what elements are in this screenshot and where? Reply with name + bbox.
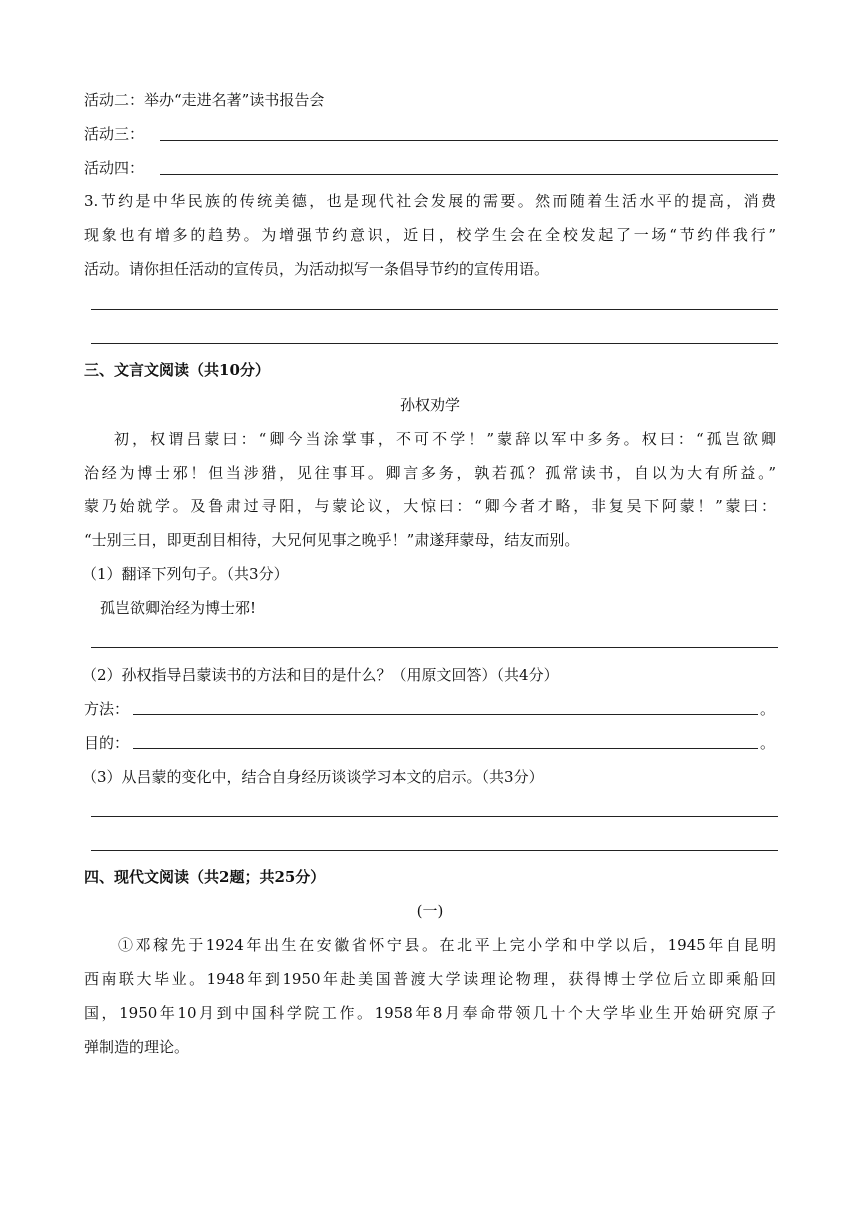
activity-three-answer-line[interactable] (160, 140, 778, 141)
sub-question-2: （2）孙权指导吕蒙读书的方法和目的是什么？（用原文回答）（共4分） (82, 666, 559, 684)
section-four-heading: 四、现代文阅读（共2题；共25分） (84, 868, 326, 886)
modern-passage-line-3: 国，1950年10月到中国科学院工作。1958年8月奉命带领几十个大学毕业生开始研究原子 (84, 1004, 776, 1022)
section-three-heading: 三、文言文阅读（共10分） (84, 361, 270, 379)
passage-title: 孙权劝学 (399, 396, 460, 414)
sub-question-3-answer-line-1[interactable] (91, 816, 778, 817)
sub-question-3: （3）从吕蒙的变化中，结合自身经历谈谈学习本文的启示。（共3分） (82, 768, 544, 786)
purpose-answer-line[interactable] (133, 748, 758, 749)
purpose-label: 目的： (84, 734, 130, 752)
modern-passage-line-2: 西南联大毕业。1948年到1950年赴美国普渡大学读理论物理，获得博士学位后立即乘船回 (84, 970, 776, 988)
activity-two: 活动二：举办“走进名著”读书报告会 (84, 91, 325, 109)
q3-line-2: 现象也有增多的趋势。为增强节约意识，近日，校学生会在全校发起了一场“节约伴我行” (84, 226, 776, 244)
activity-three-label: 活动三： (84, 125, 145, 143)
q3-answer-line-2[interactable] (91, 343, 778, 344)
sub-question-1-sentence: 孤岂欲卿治经为博士邪! (100, 599, 257, 617)
passage-line-3: 蒙乃始就学。及鲁肃过寻阳，与蒙论议，大惊曰：“卿今者才略，非复吴下阿蒙！”蒙曰： (84, 497, 776, 515)
modern-passage-line-1: ①邓稼先于1924年出生在安徽省怀宁县。在北平上完小学和中学以后，1945年自昆明 (118, 936, 776, 954)
passage-line-2: 治经为博士邪！但当涉猎，见往事耳。卿言多务，孰若孤？孤常读书，自以为大有所益。” (84, 464, 776, 482)
purpose-period: 。 (760, 734, 776, 752)
method-answer-line[interactable] (133, 714, 758, 715)
sub-question-1: （1）翻译下列句子。（共3分） (82, 565, 289, 583)
q3-line-1: 3.节约是中华民族的传统美德，也是现代社会发展的需要。然而随着生活水平的提高，消费 (84, 192, 776, 210)
activity-four-answer-line[interactable] (160, 174, 778, 175)
method-period: 。 (760, 700, 776, 718)
sub-question-1-answer-line[interactable] (91, 647, 778, 648)
passage-line-4: “士别三日，即更刮目相待，大兄何见事之晚乎！”肃遂拜蒙母，结友而别。 (84, 531, 580, 549)
activity-four-label: 活动四： (84, 159, 145, 177)
q3-line-3: 活动。请你担任活动的宣传员，为活动拟写一条倡导节约的宣传用语。 (84, 260, 550, 278)
method-label: 方法： (84, 700, 130, 718)
modern-passage-line-4: 弹制造的理论。 (84, 1038, 190, 1056)
sub-question-3-answer-line-2[interactable] (91, 850, 778, 851)
part-one-label: (一) (416, 902, 444, 920)
passage-line-1: 初，权谓吕蒙曰：“卿今当涂掌事，不可不学！”蒙辞以军中多务。权曰：“孤岂欲卿 (114, 430, 776, 448)
q3-answer-line-1[interactable] (91, 309, 778, 310)
